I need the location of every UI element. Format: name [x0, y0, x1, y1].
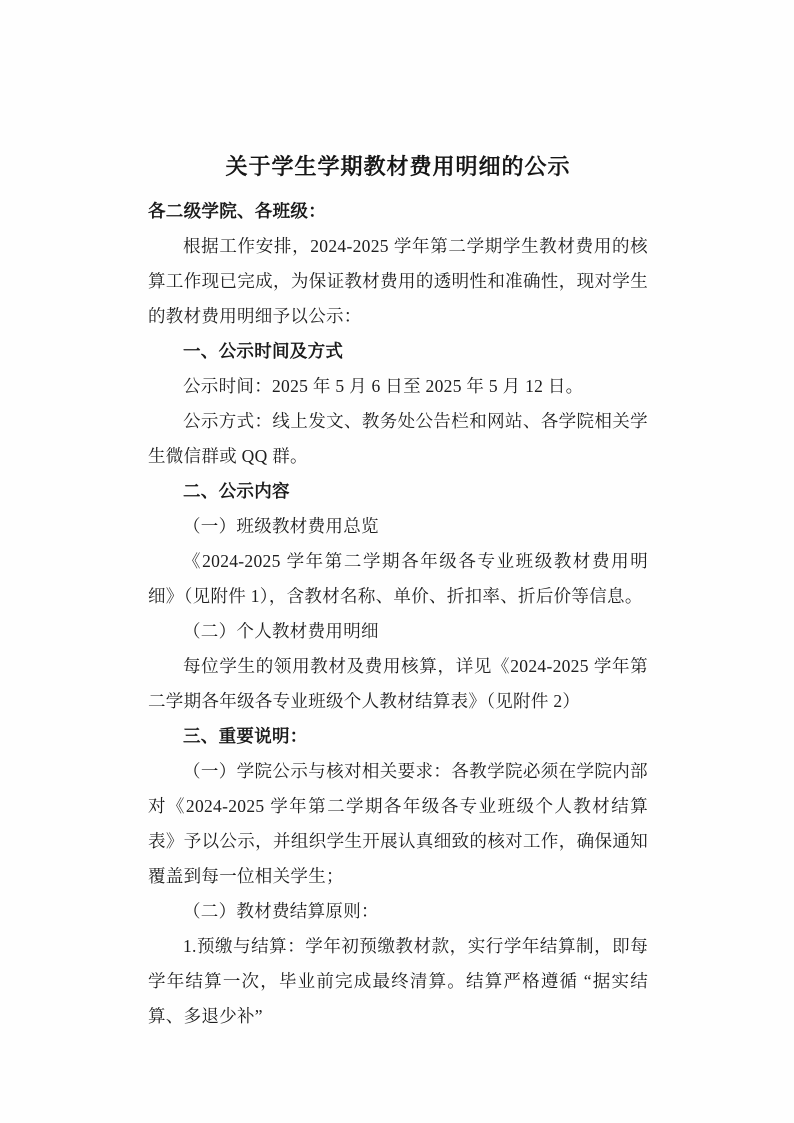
section-2-sub-2-paragraph: 每位学生的领用教材及费用核算，详见《2024-2025 学年第二学期各年级各专业班级个人教材结算表》（见附件 2） — [148, 656, 648, 711]
document-content — [148, 150, 648, 1034]
section-3-heading: 三、重要说明： — [183, 726, 308, 746]
intro-paragraph: 根据工作安排，2024-2025 学年第二学期学生教材费用的核算工作现已完成，为保证教材费用的透明性和准确性，现对学生的教材费用明细予以公示： — [148, 236, 648, 326]
section-1-heading: 一、公示时间及方式 — [183, 341, 344, 361]
section-2-heading: 二、公示内容 — [183, 481, 290, 501]
section-2-sub-1-heading: （一）班级教材费用总览 — [183, 516, 379, 536]
section-3-paragraph-2: （二）教材费结算原则： — [183, 901, 379, 921]
publicity-time-paragraph: 公示时间：2025 年 5 月 6 日至 2025 年 5 月 12 日。 — [183, 376, 584, 396]
salutation: 各二级学院、各班级： — [148, 201, 326, 221]
section-3-paragraph-1: （一）学院公示与核对相关要求：各教学院必须在学院内部对《2024-2025 学年第二学期各年级各专业班级个人教材结算表》予以公示，并组织学生开展认真细致的核对工作，确保通知覆盖到每一位相关学生； — [148, 761, 648, 886]
section-2-sub-1-paragraph: 《2024-2025 学年第二学期各年级各专业班级教材费用明细》（见附件 1），含教材名称、单价、折扣率、折后价等信息。 — [148, 551, 648, 606]
page-title: 关于学生学期教材费用明细的公示 — [225, 154, 571, 179]
publicity-method-paragraph: 公示方式：线上发文、教务处公告栏和网站、各学院相关学生微信群或 QQ 群。 — [148, 411, 648, 466]
section-2-sub-2-heading: （二）个人教材费用明细 — [183, 621, 379, 641]
section-3-paragraph-3: 1.预缴与结算：学年初预缴教材款，实行学年结算制，即每学年结算一次，毕业前完成最终清算。结算严格遵循 “据实结算、多退少补” — [148, 936, 648, 1026]
